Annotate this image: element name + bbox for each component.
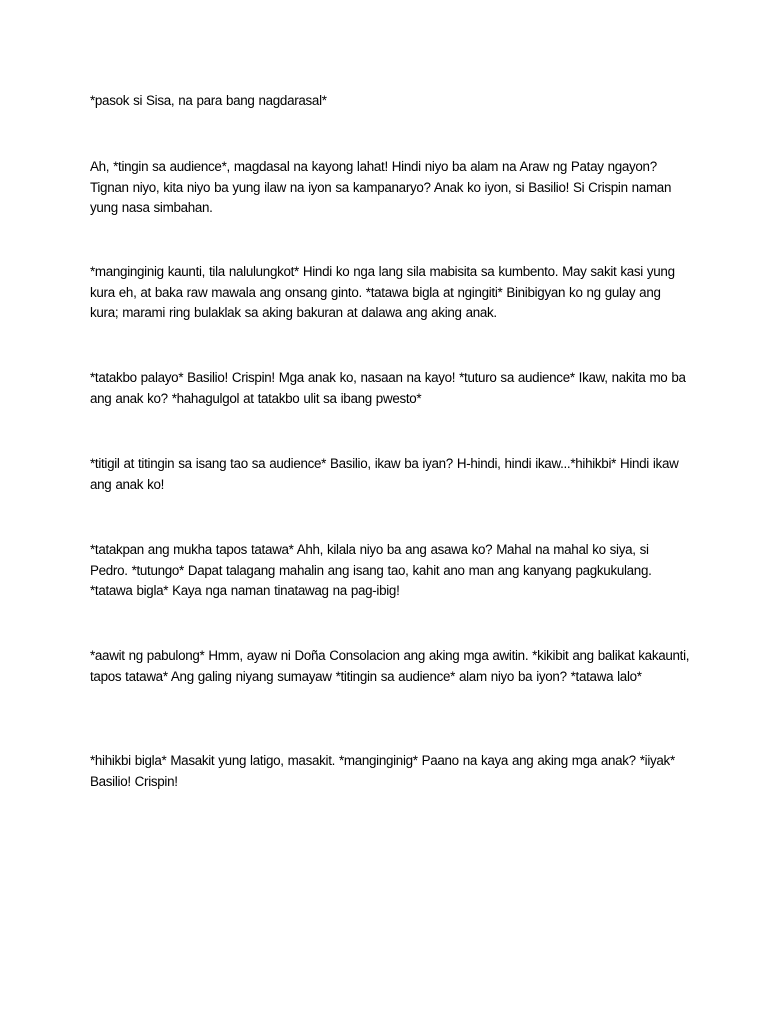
script-paragraph-6: *tatakpan ang mukha tapos tatawa* Ahh, kilala niyo ba ang asawa ko? Mahal na mahal ko siya, si Pedro. *tutungo* Dapat talagang mahalin ang isang tao, kahit ano man ang kanyang pagkukulang. *tatawa bigla* Kaya nga naman tinatawag na pag-ibig! [90, 542, 652, 598]
script-paragraph-5: *titigil at titingin sa isang tao sa audience* Basilio, ikaw ba iyan? H-hindi, hindi ikaw...*hihikbi* Hindi ikaw ang anak ko! [90, 456, 679, 492]
script-paragraph-8: *hihikbi bigla* Masakit yung latigo, masakit. *manginginig* Paano na kaya ang aking mga anak? *iiyak* Basilio! Crispin! [90, 753, 675, 789]
script-paragraph-2: Ah, *tingin sa audience*, magdasal na kayong lahat! Hindi niyo ba alam na Araw ng Patay ngayon? Tignan niyo, kita niyo ba yung ilaw na iyon sa kampanaryo? Anak ko iyon, si Basilio! Si Crispin naman yung nasa simbahan. [90, 159, 672, 215]
script-paragraph-7: *aawit ng pabulong* Hmm, ayaw ni Doña Consolacion ang aking mga awitin. *kikibit ang balikat kakaunti, tapos tatawa* Ang galing niyang sumayaw *titingin sa audience* alam niyo ba iyon? *tatawa lalo* [90, 648, 690, 684]
script-paragraph-1: *pasok si Sisa, na para bang nagdarasal* [90, 93, 327, 108]
script-paragraph-3: *manginginig kaunti, tila nalulungkot* Hindi ko nga lang sila mabisita sa kumbento. May sakit kasi yung kura eh, at baka raw mawala ang onsang ginto. *tatawa bigla at ngingiti* Binibigyan ko ng gulay ang kura; marami ring bulaklak sa aking bakuran at dalawa ang aking anak. [90, 264, 675, 320]
script-paragraph-4: *tatakbo palayo* Basilio! Crispin! Mga anak ko, nasaan na kayo! *tuturo sa audience* Ikaw, nakita mo ba ang anak ko? *hahagulgol at tatakbo ulit sa ibang pwesto* [90, 370, 686, 406]
